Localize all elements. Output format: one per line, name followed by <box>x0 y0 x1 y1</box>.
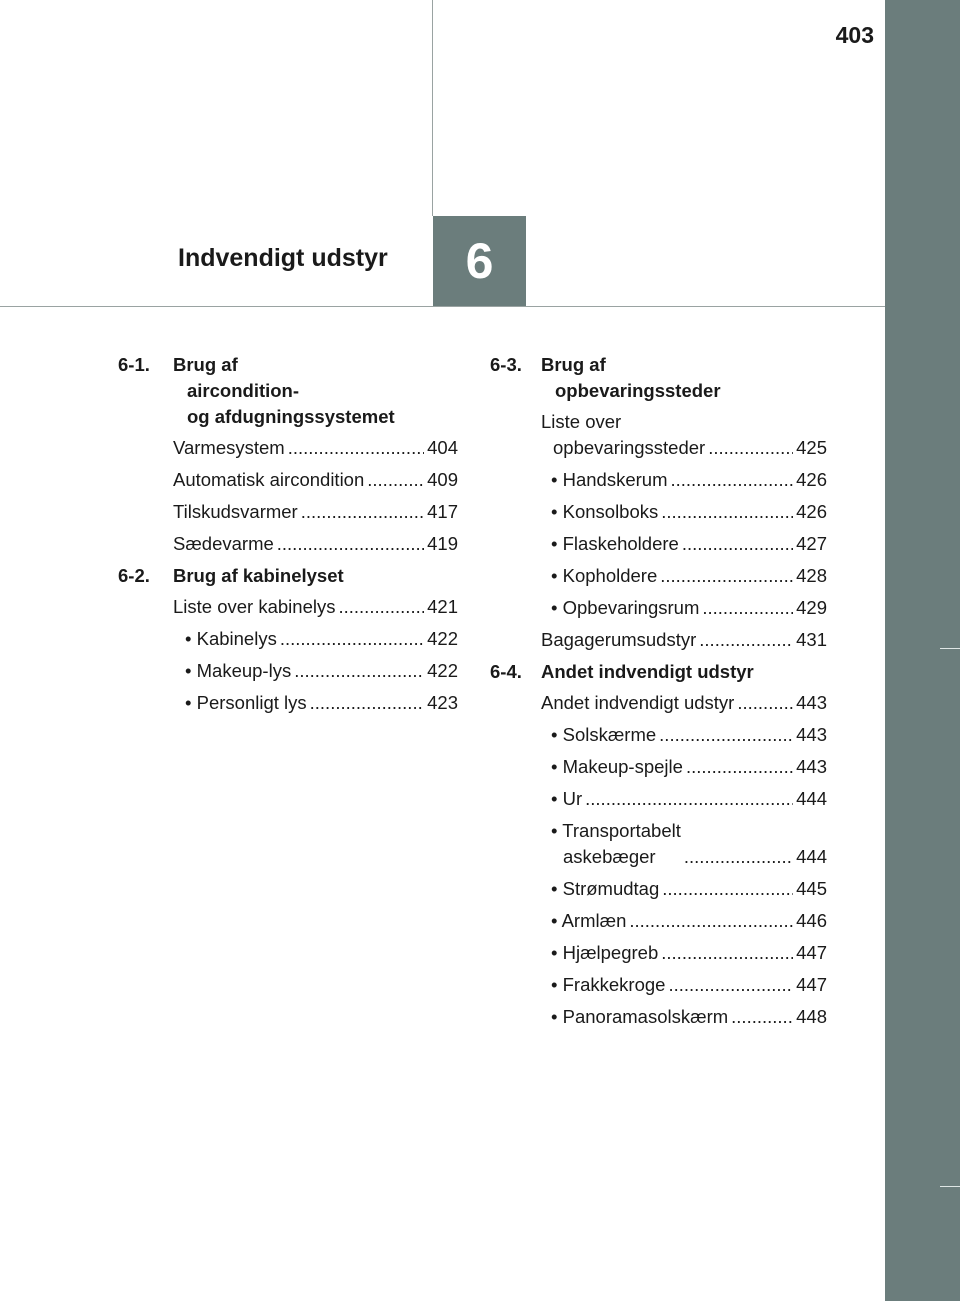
toc-entry[interactable] <box>490 690 827 716</box>
entry-page: 429 <box>796 597 827 618</box>
entry-page: 428 <box>796 565 827 586</box>
entry-label: • Panoramasolskærm <box>551 1006 729 1027</box>
entry-page: 422 <box>427 628 458 649</box>
dot-leader <box>585 786 793 812</box>
page-number: 403 <box>835 22 874 48</box>
entry-page: 417 <box>427 501 458 522</box>
dot-leader <box>280 626 424 652</box>
toc-entry[interactable] <box>490 876 827 902</box>
entry-page: 443 <box>796 756 827 777</box>
entry-page: 444 <box>796 846 827 867</box>
entry-label: Varmesystem <box>173 437 285 458</box>
dot-leader <box>699 627 793 653</box>
dot-leader <box>659 722 793 748</box>
entry-page: 404 <box>427 437 458 458</box>
dot-leader <box>661 940 793 966</box>
section-number: 6-3. <box>490 354 522 375</box>
horizontal-divider <box>0 306 885 307</box>
chapter-title: Indvendigt udstyr <box>178 244 388 272</box>
entry-page: 419 <box>427 533 458 554</box>
entry-page: 447 <box>796 974 827 995</box>
toc-entry[interactable] <box>490 563 827 589</box>
entry-label: • Konsolboks <box>551 501 659 522</box>
vertical-divider <box>432 0 433 216</box>
entry-label: Andet indvendigt udstyr <box>541 692 735 713</box>
section-number: 6-2. <box>118 565 150 586</box>
toc-entry[interactable] <box>490 786 827 812</box>
dot-leader <box>702 595 793 621</box>
section-number: 6-1. <box>118 354 150 375</box>
entry-page: 426 <box>796 469 827 490</box>
toc-entry[interactable] <box>490 940 827 966</box>
dot-leader <box>310 690 424 716</box>
dot-leader <box>671 467 794 493</box>
toc-entry[interactable] <box>118 435 458 461</box>
entry-label: • Solskærme <box>551 724 657 745</box>
toc-entry[interactable] <box>490 467 827 493</box>
dot-leader <box>668 972 793 998</box>
toc-section-heading[interactable] <box>118 563 458 589</box>
entry-label: • Ur <box>551 788 583 809</box>
dot-leader <box>338 594 424 620</box>
entry-label: • Hjælpegreb <box>551 942 659 963</box>
entry-page: 446 <box>796 910 827 931</box>
toc-entry[interactable] <box>118 467 458 493</box>
toc-column-left <box>118 352 458 722</box>
section-title: Brug af opbevaringssteder <box>541 354 721 401</box>
dot-leader <box>684 844 793 870</box>
dot-leader <box>686 754 793 780</box>
toc-entry[interactable] <box>490 972 827 998</box>
dot-leader <box>737 690 793 716</box>
toc-entry[interactable] <box>490 908 827 934</box>
entry-page: 422 <box>427 660 458 681</box>
toc-entry[interactable] <box>490 409 827 461</box>
dot-leader <box>367 467 424 493</box>
entry-label: Sædevarme <box>173 533 274 554</box>
dot-leader <box>731 1004 793 1030</box>
entry-label: • Opbevaringsrum <box>551 597 700 618</box>
entry-page: 445 <box>796 878 827 899</box>
dot-leader <box>629 908 793 934</box>
dot-leader <box>288 435 424 461</box>
entry-label: Bagagerumsudstyr <box>541 629 697 650</box>
entry-label: • Transportabelt askebæger <box>551 820 681 867</box>
toc-section-heading[interactable] <box>490 352 827 404</box>
entry-label: • Flaskeholdere <box>551 533 679 554</box>
entry-page: 431 <box>796 629 827 650</box>
entry-label: • Armlæn <box>551 910 627 931</box>
section-number: 6-4. <box>490 661 522 682</box>
dot-leader <box>301 499 424 525</box>
entry-label: • Strømudtag <box>551 878 660 899</box>
toc-entry[interactable] <box>118 531 458 557</box>
entry-page: 444 <box>796 788 827 809</box>
entry-page: 421 <box>427 596 458 617</box>
toc-entry[interactable] <box>490 499 827 525</box>
toc-entry[interactable] <box>490 627 827 653</box>
dot-leader <box>661 499 793 525</box>
entry-label: Liste over opbevaringssteder <box>541 411 706 458</box>
toc-entry[interactable] <box>490 818 827 870</box>
dot-leader <box>682 531 793 557</box>
entry-label: • Personligt lys <box>185 692 307 713</box>
toc-section-heading[interactable] <box>490 659 827 685</box>
entry-label: • Kabinelys <box>185 628 277 649</box>
entry-page: 447 <box>796 942 827 963</box>
toc-column-right <box>490 352 827 1036</box>
entry-label: • Makeup-lys <box>185 660 292 681</box>
entry-page: 426 <box>796 501 827 522</box>
entry-label: Tilskudsvarmer <box>173 501 298 522</box>
entry-label: • Frakkekroge <box>551 974 666 995</box>
side-tick-mark <box>940 1186 960 1187</box>
toc-entry[interactable] <box>490 595 827 621</box>
entry-page: 425 <box>796 437 827 458</box>
toc-entry[interactable] <box>118 594 458 620</box>
entry-label: • Makeup-spejle <box>551 756 683 777</box>
entry-page: 409 <box>427 469 458 490</box>
section-title: Andet indvendigt udstyr <box>541 661 754 682</box>
toc-section-heading[interactable] <box>118 352 458 430</box>
toc-entry[interactable] <box>490 754 827 780</box>
section-title: Brug af aircondition- og afdugningssystemet <box>173 354 395 427</box>
dot-leader <box>277 531 424 557</box>
chapter-side-band <box>885 0 960 1301</box>
dot-leader <box>294 658 424 684</box>
toc-entry[interactable] <box>118 499 458 525</box>
dot-leader <box>708 435 793 461</box>
toc-entry[interactable] <box>490 722 827 748</box>
side-tick-mark <box>940 648 960 649</box>
chapter-number-box: 6 <box>433 216 526 306</box>
entry-label: • Handskerum <box>551 469 668 490</box>
toc-entry[interactable] <box>490 531 827 557</box>
entry-page: 443 <box>796 692 827 713</box>
entry-page: 423 <box>427 692 458 713</box>
toc-entry[interactable] <box>118 658 458 684</box>
entry-page: 448 <box>796 1006 827 1027</box>
entry-label: Automatisk aircondition <box>173 469 365 490</box>
entry-page: 427 <box>796 533 827 554</box>
entry-label: Liste over kabinelys <box>173 596 336 617</box>
entry-page: 443 <box>796 724 827 745</box>
entry-label: • Kopholdere <box>551 565 658 586</box>
dot-leader <box>662 876 793 902</box>
section-title: Brug af kabinelyset <box>173 565 344 586</box>
toc-entry[interactable] <box>118 690 458 716</box>
dot-leader <box>660 563 793 589</box>
toc-entry[interactable] <box>118 626 458 652</box>
toc-entry[interactable] <box>490 1004 827 1030</box>
